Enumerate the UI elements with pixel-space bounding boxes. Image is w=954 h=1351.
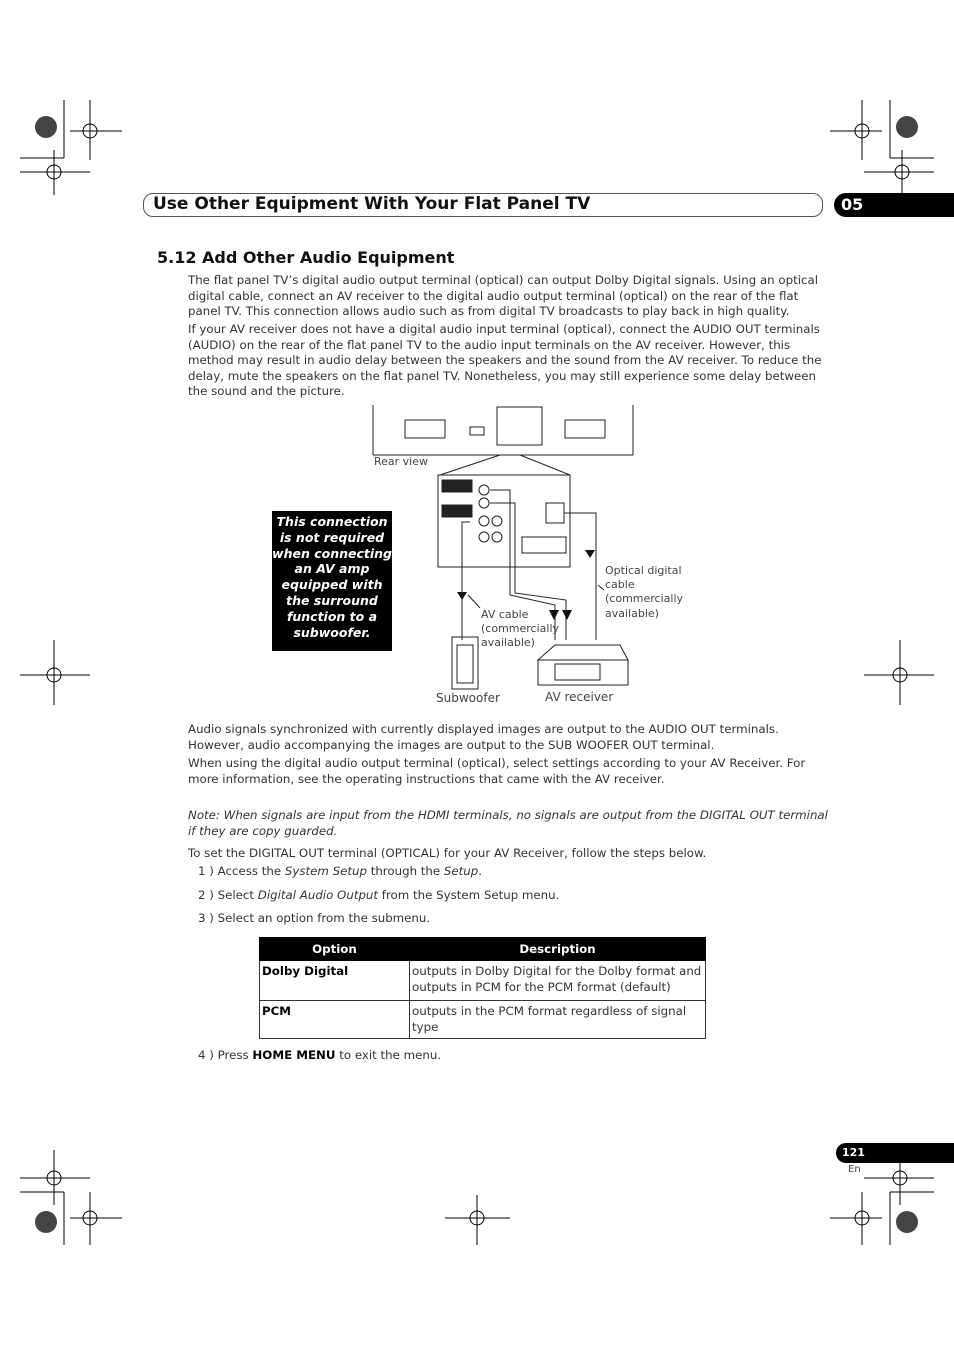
column-header-description: Description <box>410 938 706 961</box>
rear-view-label: Rear view <box>374 455 429 468</box>
option-cell: Dolby Digital <box>260 961 410 1001</box>
warning-callout: This connection is not required when connecting an AV amp equipped with the surround function to a subwoofer. <box>272 511 392 651</box>
after-paragraph-1: Audio signals synchronized with currently displayed images are output to the AUDIO OUT terminals. However, audio accompanying the images are output to the SUB WOOFER OUT terminal. <box>188 722 779 752</box>
step-1: 1 ) Access the System Setup through the Setup. <box>198 864 482 878</box>
subwoofer-label: Subwoofer <box>436 691 500 705</box>
step-3: 3 ) Select an option from the submenu. <box>198 911 431 925</box>
step-4: 4 ) Press HOME MENU to exit the menu. <box>198 1048 442 1062</box>
note <box>188 808 828 839</box>
after-paragraph-2: When using the digital audio output terminal (optical), select settings according to your AV Receiver. For more information, see the operating instructions that came with the AV receiver. <box>188 756 806 786</box>
intro-paragraph-2: If your AV receiver does not have a digital audio input terminal (optical), connect the AUDIO OUT terminals (AUDIO) on the rear of the flat panel TV to the audio input terminals on the AV receiver. However, this method may result in audio delay between the speakers and the sound from the AV receiver. To reduce the delay, mute the speakers on the flat panel TV. Nonetheless, you may still experience some delay between the sound and the picture. <box>188 322 822 399</box>
steps-intro: To set the DIGITAL OUT terminal (OPTICAL) for your AV Receiver, follow the steps below. <box>188 846 707 860</box>
page-number: 121 <box>836 1143 954 1163</box>
av-cable-label: AV cable (commercially available) <box>481 608 560 650</box>
av-receiver-label: AV receiver <box>545 690 614 704</box>
page-header-title: Use Other Equipment With Your Flat Panel TV <box>153 194 591 214</box>
options-table <box>259 937 706 1039</box>
column-header-option: Option <box>260 938 410 961</box>
intro-paragraph-1: The flat panel TV’s digital audio output terminal (optical) can output Dolby Digital signals. Using an optical digital cable, connect an AV receiver to the digital audio output terminal (optical) on the rear of the flat panel TV. This connection allows audio such as from digital TV broadcasts to play back in high quality. <box>188 273 819 319</box>
description-cell: outputs in the PCM format regardless of signal type <box>410 1001 706 1039</box>
step-2: 2 ) Select Digital Audio Output from the System Setup menu. <box>198 888 560 902</box>
optical-cable-label: Optical digital cable (commercially available) <box>605 564 684 620</box>
description-cell: outputs in Dolby Digital for the Dolby format and outputs in PCM for the PCM format (default) <box>410 961 706 1001</box>
language-code: En <box>848 1164 861 1175</box>
chapter-number: 05 <box>834 193 954 217</box>
note-text: When signals are input from the HDMI terminals, no signals are output from the DIGITAL OUT terminal if they are copy guarded. <box>188 808 828 838</box>
table-header-row <box>260 938 706 961</box>
section-title: 5.12 Add Other Audio Equipment <box>157 248 455 267</box>
table-row <box>260 1001 706 1039</box>
option-cell: PCM <box>260 1001 410 1039</box>
note-prefix: Note: <box>188 808 220 822</box>
table-row <box>260 961 706 1001</box>
